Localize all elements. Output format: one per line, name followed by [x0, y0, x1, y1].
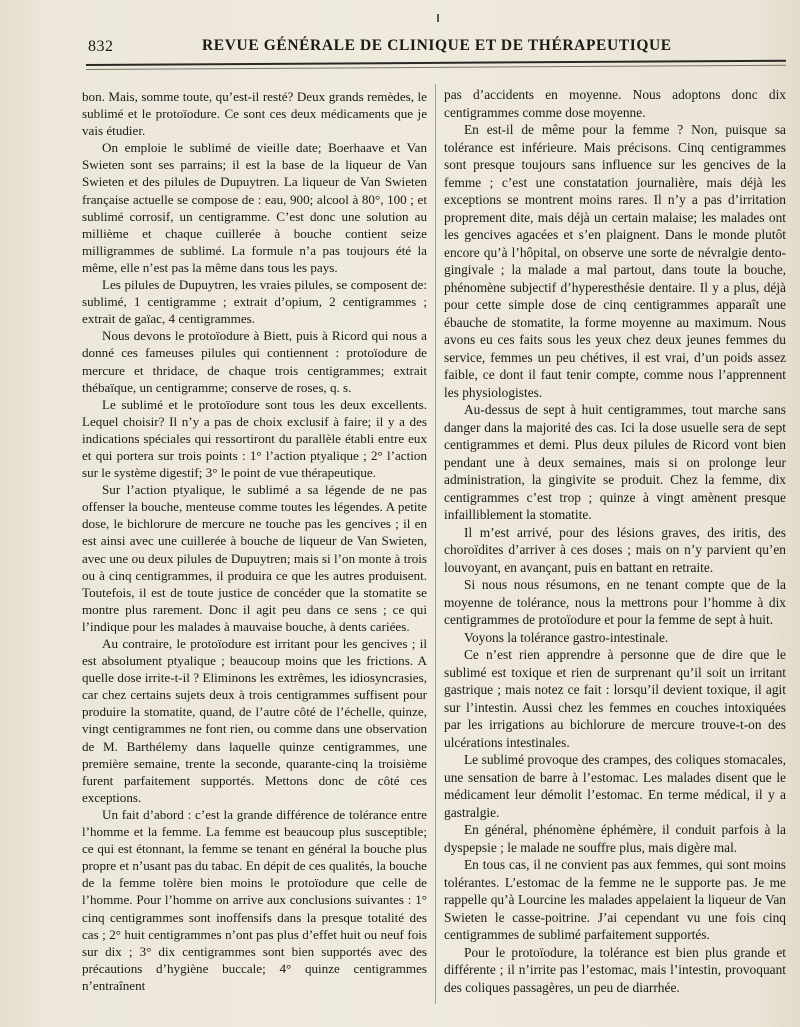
paragraph: Au contraire, le protoïodure est irritant pour les gencives ; il est absolument ptyalique ; beaucoup moins que les frictions. A quelle dose irrite-t-il ? Eliminons les extrêmes, les idiosyncrasies, car chez certains sujets deux à trois centigrammes suffisent pour produire la stomatite, quand, de l’autre côté de l’échelle, quinze, vingt centigrammes ne font rien, ou comme dans une observation de M. Barthélemy dans laquelle quinze centigrammes, une première semaine, trente la seconde, quarante-cinq la troisième furent parfaitement supportés. Mettons donc de côté ces exceptions. [82, 636, 427, 805]
paragraph: Au-dessus de sept à huit centigrammes, tout marche sans danger dans la majorité des cas. Ici la dose usuelle sera de sept centigrammes et demi. Plus deux pilules de Ricord vont bien pendant une à deux semaines, mais si on prolonge leur administration, la gingivite se produit. Chez la femme, dix centigrammes c’est trop ; quinze à vingt amènent presque infailliblement la stomatite. [444, 402, 786, 522]
paragraph: En est-il de même pour la femme ? Non, puisque sa tolérance est inférieure. Mais précisons. Cinq centigrammes sont presque toujours sans influence sur les gencives de la femme ; c’est une constatation journalière, mais déjà les exceptions se montrent moins rares. Il n’y a pas d’irritation proprement dite, mais déjà un certain malaise; les malades ont les gencives agacées et s’en plaignent. Dans le monde plutôt encore qu’à l’hôpital, on observe une sorte de névralgie dento-gingivale ; la malade a mal partout, dans toute la bouche, phénomène subjectif d’hyperesthésie dentaire. Il y a plus, déjà pour cette simple dose de cinq centigrammes apparaît une ébauche de stomatite, la forme moyenne au maximum. Nous avons eu ces faits sous les yeux chez deux jeunes femmes du service, femmes un peu chétives, il est vrai, d’un poids assez faible, ce dont il faut tenir compte, comme nous l’apprennent les physiologistes. [444, 122, 786, 400]
right-column [444, 86, 786, 996]
paragraph: Les pilules de Dupuytren, les vraies pilules, se composent de: sublimé, 1 centigramme ; extrait d’opium, 2 centigrammes ; extrait de gaïac, 4 centigrammes. [82, 277, 427, 327]
paragraph: Nous devons le protoïodure à Biett, puis à Ricord qui nous a donné ces fameuses pilules qui contiennent : protoïodure de mercure et thridace, de chaque trois centigrammes; extrait thébaïque, un centigramme; conserve de roses, q. s. [82, 328, 427, 395]
paragraph: On emploie le sublimé de vieille date; Boerhaave et Van Swieten sont ses parrains; il est la base de la liqueur de Van Swieten et des pilules de Dupuytren. La liqueur de Van Swieten française actuelle se compose de : eau, 900; alcool à 80°, 100 ; et sublimé corrosif, un centigramme. C’est donc une solution au millième et chaque cuillerée à bouche contient seize milligrammes de sublimé. La formule n’a pas toujours été la même, elle n’est pas la même dans tous les pays. [82, 140, 427, 275]
paragraph: Il m’est arrivé, pour des lésions graves, des iritis, des choroïdites d’arriver à ces doses ; mais on n’y parvient qu’en louvoyant, en avançant, puis en battant en retraite. [444, 524, 786, 575]
running-title: REVUE GÉNÉRALE DE CLINIQUE ET DE THÉRAPEUTIQUE [202, 37, 672, 54]
paragraph: pas d’accidents en moyenne. Nous adoptons donc dix centigrammes comme dose moyenne. [444, 87, 786, 120]
paragraph: En tous cas, il ne convient pas aux femmes, qui sont moins tolérantes. L’estomac de la femme ne le supporte pas. Je me rappelle qu’à Lourcine les malades appelaient la liqueur de Van Swieten le casse-poitrine. J’ai cependant vu une fois cinq centigrammes de sublimé parfaitement supportés. [444, 857, 786, 942]
paragraph: Pour le protoïodure, la tolérance est bien plus grande et différente ; il n’irrite pas l’estomac, mais l’intestin, provoquant des coliques passagères, un peu de diarrhée. [444, 944, 786, 995]
paragraph: Voyons la tolérance gastro-intestinale. [464, 629, 669, 645]
paragraph: Ce n’est rien apprendre à personne que de dire que le sublimé est toxique et rien de surprenant qu’il soit un irritant gastrique ; mais notez ce fait : lorsqu’il devient toxique, il agit sur l’intestin. Aussi chez les femmes en couches intoxiquées par les irrigations au bichlorure de mercure trouve-t-on des ulcérations intestinales. [444, 647, 786, 750]
header-rule-thin [86, 65, 786, 70]
left-column [82, 88, 427, 994]
paragraph: En général, phénomène éphémère, il conduit parfois à la dyspepsie ; le malade ne souffre plus, mais digère mal. [444, 822, 786, 855]
paragraph: bon. Mais, somme toute, qu’est-il resté? Deux grands remèdes, le sublimé et le protoïodure. Ce sont ces deux médicaments que je vais étudier. [82, 89, 427, 139]
paragraph: Le sublimé provoque des crampes, des coliques stomacales, une sensation de barre à l’estomac. Les malades disent que le médicament leur démolit l’estomac. En terme médical, il y a gastralgie. [444, 752, 786, 820]
paragraph: Le sublimé et le protoïodure sont tous les deux excellents. Lequel choisir? Il n’y a pas de choix exclusif à faire; il y a des indications spéciales qui ressortiront du parallèle établi entre eux et qui portera sur trois points : 1° l’action ptyalique ; 2° l’action sur le système digestif; 3° le point de vue thérapeutique. [82, 396, 427, 481]
page-number: 832 [88, 38, 114, 55]
paragraph: Un fait d’abord : c’est la grande différence de tolérance entre l’homme et la femme. La femme est beaucoup plus susceptible; ce qui est étonnant, la femme se tenant en général la bouche plus propre et n’usant pas du tabac. En dépit de ces qualités, la bouche de la femme tolère bien moins le protoïodure que celle de l’homme. Pour l’homme on arrive aux conclusions suivantes : 1° cinq centigrammes sont inoffensifs dans la presque totalité des cas ; 2° huit centigrammes n’ont pas plus d’effet huit ou neuf fois sur dix ; 3° dix centigrammes sont bien supportés avec des précautions d’hygiène buccale; 4° quinze centigrammes n’entraînent [82, 806, 427, 993]
page-header [88, 34, 788, 60]
column-divider [435, 84, 436, 1004]
print-mark [437, 14, 439, 22]
paragraph: Sur l’action ptyalique, le sublimé a sa légende de ne pas offenser la bouche, menteuse comme toutes les légendes. A petite dose, le bichlorure de mercure ne touche pas les gencives ; il en est ainsi avec une cuillerée à bouche de liqueur de Van Swieten, avec une ou deux pilules de Dupuytren; mais si l’on monte à trois ou à cinq centigrammes, il produira ce que les autres produisent. Toutefois, il est de toute justice de concéder que la stomatite se montre plus rarement. Donc il agit peu dans ce sens ; ce qui l’indique pour les malades à mauvaise bouche, à dents cariées. [82, 482, 427, 634]
paragraph: Si nous nous résumons, en ne tenant compte que de la moyenne de tolérance, nous la mettrons pour l’homme à dix centigrammes de protoïodure et pour la femme de sept à huit. [444, 577, 786, 627]
